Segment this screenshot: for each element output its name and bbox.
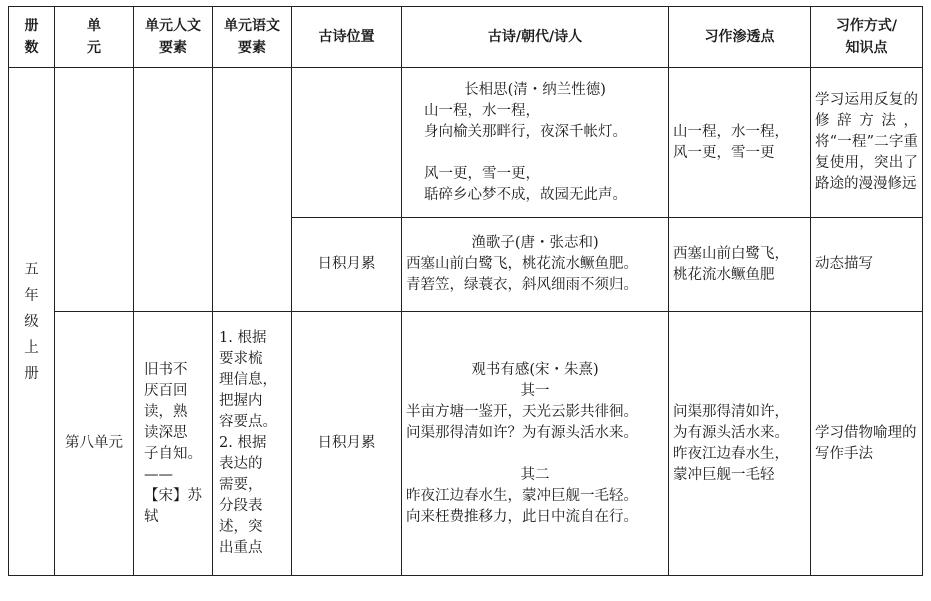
- position-cell: 日积月累: [292, 312, 402, 576]
- poem-line: 西塞山前白鹭飞，桃花流水鳜鱼肥。: [406, 256, 638, 272]
- humanities-cell: 旧书不 厌百回 读，熟 读深思 子自知。 —— 【宋】苏 轼: [134, 312, 213, 576]
- method-cell: 学习借物喻理的写作手法: [811, 312, 923, 576]
- poem-line: 身向榆关那畔行，夜深千帐灯。: [424, 123, 627, 140]
- header-infiltration: 习作渗透点: [669, 7, 811, 68]
- poem-line: 聒碎乡心梦不成，故园无此声。: [424, 186, 627, 203]
- poem-line: 昨夜江边春水生，蒙冲巨舰一毛轻。: [406, 487, 638, 504]
- header-humanities: 单元人文要素: [134, 7, 213, 68]
- method-cell: 动态描写: [811, 218, 923, 312]
- poem-line: 青箬笠，绿蓑衣，斜风细雨不须归。: [406, 277, 638, 293]
- poem-title: 长相思(清・纳兰性德): [464, 81, 606, 98]
- language-cell-empty: [213, 68, 292, 312]
- poem-cell: [402, 312, 669, 576]
- poem-title: 观书有感(宋・朱熹): [471, 361, 599, 378]
- method-cell: 学习运用反复的修辞方法，将“一程”二字重复使用，突出了路途的漫漫修远: [811, 68, 923, 218]
- infiltration-cell: 山一程，水一程，风一更，雪一更: [669, 68, 811, 218]
- poem-line: 半亩方塘一鉴开，天光云影共徘徊。: [406, 403, 638, 420]
- poem-cell: [402, 218, 669, 312]
- poem-line: 风一更，雪一更，: [424, 165, 540, 182]
- header-method: 习作方式/知识点: [811, 7, 923, 68]
- poetry-table: [8, 6, 923, 576]
- table-row: [9, 68, 923, 218]
- poem-line: 山一程，水一程，: [424, 102, 540, 119]
- poem-title: 渔歌子(唐・张志和): [471, 235, 599, 251]
- humanities-cell-empty: [134, 68, 213, 312]
- unit-cell: 第八单元: [55, 312, 134, 576]
- unit-cell-empty: [55, 68, 134, 312]
- poem-line: 问渠那得清如许？为有源头活水来。: [406, 424, 638, 441]
- infiltration-cell: 西塞山前白鹭飞，桃花流水鳜鱼肥: [669, 218, 811, 312]
- volume-cell: 五 年 级 上 册: [9, 68, 55, 576]
- header-language: 单元语文要素: [213, 7, 292, 68]
- poem-subtitle: 其二: [520, 466, 550, 483]
- poem-line: 向来枉费推移力，此日中流自在行。: [406, 508, 638, 525]
- position-cell: 日积月累: [292, 218, 402, 312]
- poem-subtitle: 其一: [520, 382, 550, 399]
- header-position: 古诗位置: [292, 7, 402, 68]
- position-cell: [292, 68, 402, 218]
- header-poem: 古诗/朝代/诗人: [402, 7, 669, 68]
- language-cell: 1. 根据 要求梳 理信息， 把握内 容要点。 2. 根据 表达的 需要， 分段表 述，突 出重点: [213, 312, 292, 576]
- poem-cell: [402, 68, 669, 218]
- header-row: [9, 7, 923, 68]
- infiltration-cell: 问渠那得清如许， 为有源头活水来。 昨夜江边春水生， 蒙冲巨舰一毛轻: [669, 312, 811, 576]
- table-row: [9, 312, 923, 576]
- header-unit: 单元: [55, 7, 134, 68]
- header-volume: 册数: [9, 7, 55, 68]
